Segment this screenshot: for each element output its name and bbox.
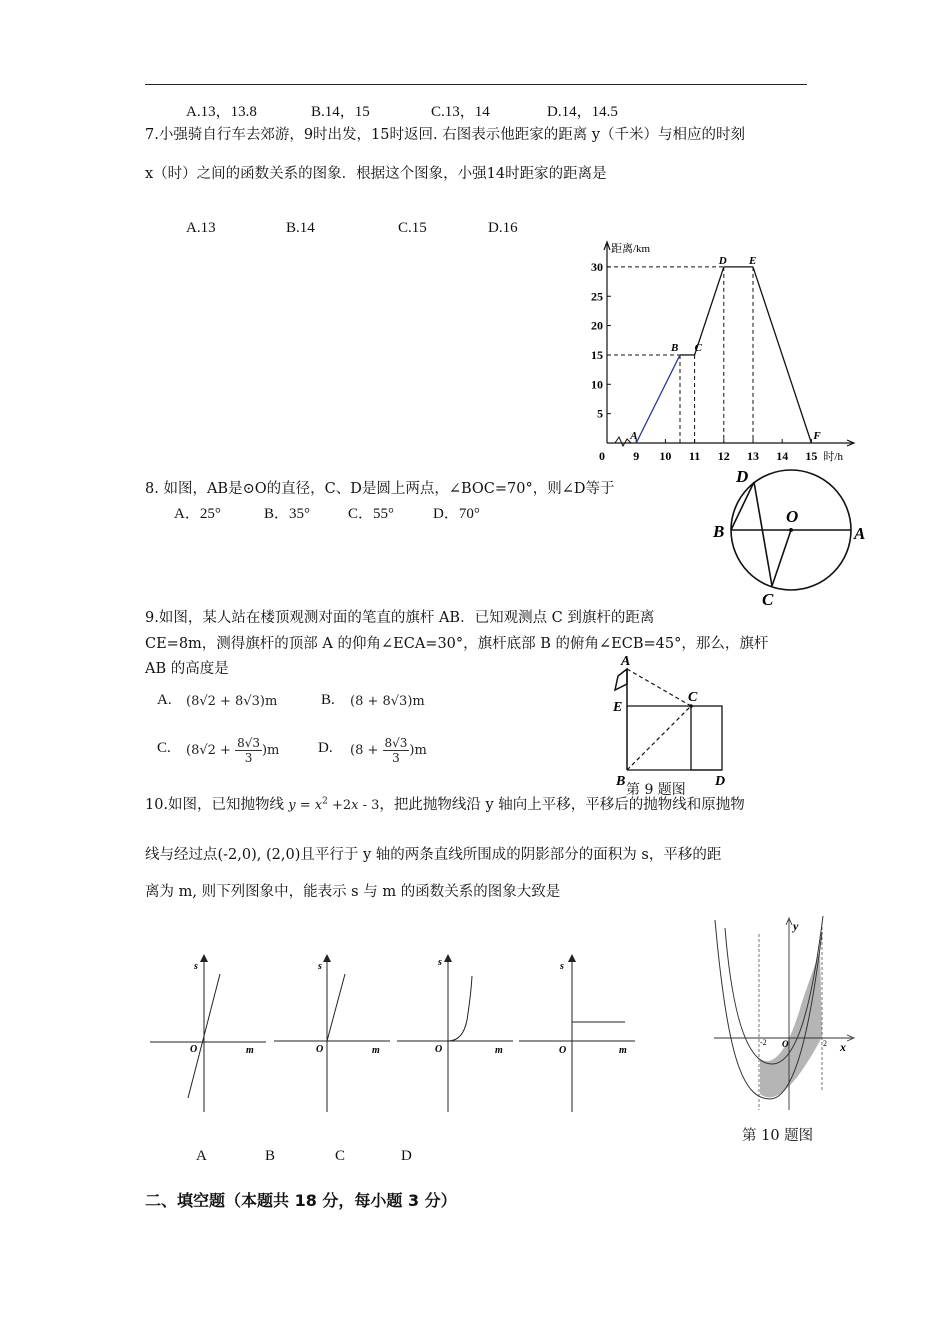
- x-tick-label: 10: [659, 449, 672, 463]
- svg-text:m: m: [246, 1045, 254, 1056]
- q9-option-d-letter: D.: [318, 740, 333, 756]
- q9-option-d-expr: (8 + $\frac{8√3}{3}$ )m: [350, 736, 427, 765]
- distance-time-chart: [585, 238, 860, 473]
- q8-option-b: B．35°: [264, 506, 311, 522]
- chart-axes: [604, 242, 854, 446]
- svg-text:O: O: [782, 1039, 789, 1049]
- parabola-formula: $y = x^2 +2x - 3$: [288, 796, 380, 813]
- q10-line1: [145, 793, 745, 814]
- choice-d: D: [401, 1148, 412, 1164]
- shaded-region: [760, 950, 822, 1097]
- x-tick-label: 11: [688, 449, 701, 463]
- q9-option-a-letter: A.: [157, 692, 172, 708]
- q7-option-d: D.16: [488, 220, 518, 236]
- arrow-icon: [323, 954, 331, 962]
- choice-c: C: [335, 1148, 346, 1164]
- arrow-icon: [444, 954, 452, 962]
- choice-a: A: [196, 1148, 207, 1164]
- point-label-f: F: [813, 430, 821, 442]
- x-axis-title: 时/h: [823, 451, 843, 463]
- q6-option-a: A.13，13.8: [186, 104, 257, 120]
- q6-option-d: D.14，14.5: [547, 104, 618, 120]
- svg-text:s: s: [560, 961, 564, 972]
- point-label-e: E: [749, 254, 757, 267]
- svg-text:O: O: [316, 1044, 324, 1055]
- label-d: D: [715, 774, 726, 789]
- chart-labels: [591, 242, 843, 463]
- choice-b: B: [265, 1148, 276, 1164]
- label-b: B: [713, 522, 725, 541]
- point-label-b: B: [671, 341, 679, 354]
- q7-option-c: C.15: [398, 220, 427, 236]
- origin-label: 0: [599, 449, 605, 463]
- svg-text:s: s: [318, 961, 322, 972]
- q9-line3: AB 的高度是: [145, 661, 229, 677]
- flagpole-figure: [600, 652, 740, 800]
- q10-caption: 第 10 题图: [742, 1128, 814, 1144]
- graph-b: [272, 952, 392, 1114]
- building: [691, 706, 722, 770]
- segment-ef: [753, 267, 811, 443]
- y-tick-label: 30: [591, 259, 603, 274]
- q6-option-c: C.13，14: [431, 104, 490, 120]
- svg-text:m: m: [619, 1045, 627, 1056]
- y-axis-title: 距离/km: [611, 243, 651, 255]
- sight-cb: [627, 706, 691, 770]
- flag-icon: [615, 669, 627, 690]
- arrow-icon: [568, 954, 576, 962]
- q10-line3: 离为 m, 则下列图象中，能表示 s 与 m 的函数关系的图象大致是: [145, 884, 561, 900]
- q7-option-b: B.14: [286, 220, 315, 236]
- q9-line1: 9.如图，某人站在楼顶观测对面的笔直的旗杆 AB．已知观测点 C 到旗杆的距离: [145, 610, 655, 626]
- label-d: D: [736, 467, 749, 486]
- label-b: B: [616, 774, 626, 789]
- label-c: C: [762, 590, 774, 609]
- point-label-c: C: [694, 341, 702, 354]
- axis-break-icon: [615, 437, 631, 446]
- x-tick-label: 15: [805, 449, 818, 463]
- x-tick-label: 13: [747, 449, 759, 463]
- label-a: A: [854, 524, 866, 543]
- y-tick-label: 20: [591, 318, 603, 333]
- q8-option-a: A．25°: [174, 506, 221, 522]
- q10-line1-pre: 10.如图，已知抛物线: [145, 797, 285, 813]
- svg-text:m: m: [372, 1045, 380, 1056]
- q7-option-a: A.13: [186, 220, 216, 236]
- graph-d: [517, 952, 637, 1114]
- q9-option-c-expr: (8√2 + $\frac{8√3}{3}$ )m: [186, 736, 280, 765]
- svg-text:O: O: [559, 1045, 567, 1056]
- section-2-heading: 二、填空题（本题共 18 分，每小题 3 分）: [145, 1191, 457, 1210]
- q7-line1: 7.小强骑自行车去郊游，9时出发，15时返回. 右图表示他距家的距离 y（千米）与相应的时刻: [145, 127, 746, 143]
- point-label-a: A: [630, 430, 638, 442]
- q8-option-d: D．70°: [433, 506, 480, 522]
- q9-line2: CE=8m，测得旗杆的顶部 A 的仰角∠ECA=30°，旗杆底部 B 的俯角∠ECB=45°，那么，旗杆: [145, 636, 769, 652]
- header-rule: [145, 84, 807, 85]
- point-label-d: D: [718, 254, 727, 267]
- x-tick-label: 12: [717, 449, 730, 463]
- q9-option-c-letter: C.: [157, 740, 171, 756]
- circle-figure: [705, 462, 870, 612]
- q10-line1-post: ，把此抛物线沿 y 轴向上平移，平移后的抛物线和原抛物: [379, 797, 745, 813]
- svg-text:O: O: [435, 1044, 443, 1055]
- parabola-figure: [712, 914, 862, 1114]
- label-o: O: [786, 507, 799, 526]
- svg-text:s: s: [194, 961, 198, 972]
- y-tick-label: 25: [591, 289, 603, 304]
- label-e: E: [613, 700, 623, 715]
- q6-option-b: B.14，15: [311, 104, 370, 120]
- graph-c: [395, 952, 515, 1114]
- x-tick-label: 9: [633, 449, 640, 463]
- svg-text:2: 2: [823, 1039, 827, 1048]
- q7-line2: x（时）之间的函数关系的图象．根据这个图象，小强14时距家的距离是: [145, 166, 607, 182]
- q9-caption: 第 9 题图: [626, 782, 686, 798]
- svg-text:-2: -2: [760, 1038, 767, 1047]
- svg-text:y: y: [793, 919, 799, 933]
- segment-ab: [636, 355, 680, 443]
- label-c: C: [688, 690, 698, 705]
- chord-db: [731, 482, 754, 530]
- q9-option-b-expr: (8 + 8√3)m: [350, 694, 425, 709]
- y-tick-label: 15: [591, 347, 603, 362]
- label-a: A: [621, 654, 631, 669]
- q9-option-b-letter: B.: [321, 692, 335, 708]
- y-tick-label: 10: [591, 377, 603, 392]
- q10-line2: 线与经过点(-2,0), (2,0)且平行于 y 轴的两条直线所围成的阴影部分的面积为 s，平移的距: [145, 847, 722, 863]
- graph-a: [148, 952, 268, 1114]
- svg-text:s: s: [438, 957, 442, 968]
- radius-oc: [772, 530, 791, 586]
- sight-ca: [627, 669, 691, 706]
- svg-text:O: O: [190, 1044, 198, 1055]
- arrow-icon: [200, 954, 208, 962]
- chord-dc: [754, 482, 772, 586]
- q9-option-a-expr: (8√2 + 8√3)m: [186, 694, 278, 709]
- y-tick-label: 5: [597, 406, 603, 421]
- q8-text: 8. 如图，AB是⊙O的直径，C、D是圆上两点，∠BOC=70°，则∠D等于: [145, 481, 615, 497]
- q8-option-c: C．55°: [348, 506, 395, 522]
- svg-text:m: m: [495, 1045, 503, 1056]
- svg-text:x: x: [840, 1040, 846, 1054]
- center-dot: [789, 528, 793, 532]
- x-tick-label: 14: [776, 449, 789, 463]
